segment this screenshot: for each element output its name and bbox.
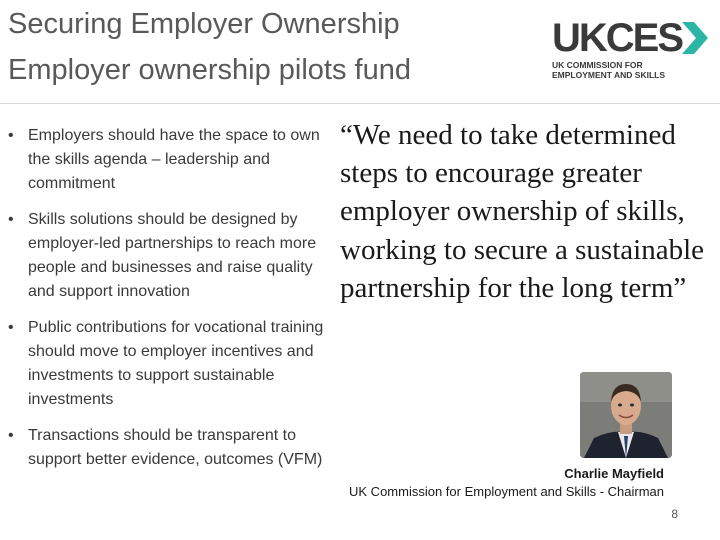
bullet-text: Public contributions for vocational training should move to employer incentives and investments to support sustainable investments [28, 319, 324, 408]
bullet-item [8, 208, 333, 304]
logo-subtitle-line2: EMPLOYMENT AND SKILLS [552, 70, 666, 80]
ukces-logo [552, 18, 712, 80]
portrait-illustration [580, 372, 672, 458]
bullet-item [8, 424, 333, 472]
bullet-item [8, 124, 333, 196]
slide-title: Securing Employer Ownership [8, 8, 400, 40]
page-number: 8 [671, 507, 678, 521]
quote-text: “We need to take determined steps to encourage greater employer ownership of skills, working to secure a sustainable partnership for the long term” [340, 119, 705, 304]
logo-subtitle [552, 60, 665, 80]
bullet-dot: • [8, 427, 14, 444]
speaker-role: UK Commission for Employment and Skills - Chairman [349, 484, 664, 499]
bullet-text: Employers should have the space to own the skills agenda – leadership and commitment [28, 127, 320, 192]
bullet-list [8, 124, 333, 484]
header-divider [0, 103, 720, 104]
bullet-dot: • [8, 127, 14, 144]
bullet-dot: • [8, 319, 14, 336]
bullet-text: Skills solutions should be designed by employer-led partnerships to reach more people and businesses and raise quality and support innovation [28, 211, 317, 300]
speaker-name: Charlie Mayfield [564, 466, 664, 481]
bullet-text: Transactions should be transparent to support better evidence, outcomes (VFM) [28, 427, 323, 468]
logo-subtitle-line1: UK COMMISSION FOR [552, 60, 643, 70]
portrait-photo [580, 372, 672, 458]
slide-subtitle: Employer ownership pilots fund [8, 54, 411, 86]
logo-wordmark: UKCES [552, 16, 683, 60]
bullet-item [8, 316, 333, 412]
logo-arrow-icon [680, 20, 710, 56]
bullet-dot: • [8, 211, 14, 228]
